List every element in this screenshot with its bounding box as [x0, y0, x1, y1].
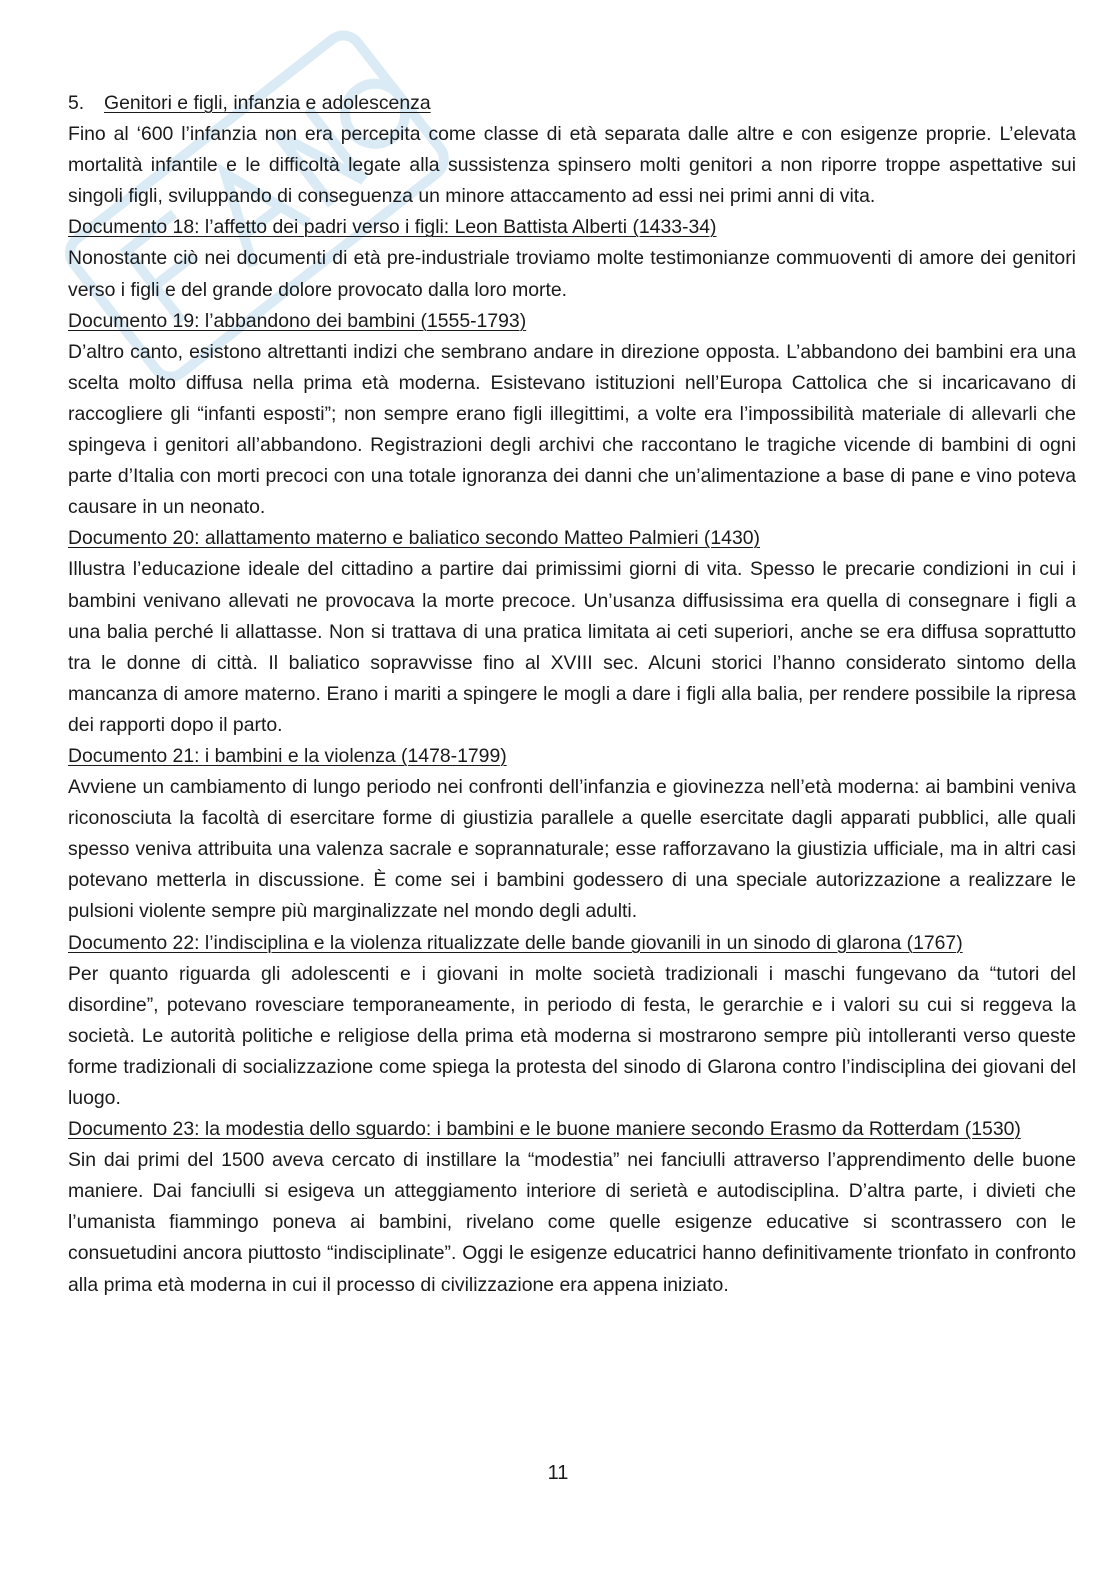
- document-title: Documento 20: allattamento materno e baliatico secondo Matteo Palmieri (1430): [68, 527, 760, 550]
- document-body: [68, 88, 1076, 1301]
- paragraph: Illustra l’educazione ideale del cittadino a partire dai primissimi giorni di vita. Spesso le precarie condizioni in cui i bambini venivano allevati ne provocava la morte precoce. Un’usanza diffusissima era quella di consegnare i figli a una balia perché li allattasse. Non si trattava di una pratica limitata ai ceti superiori, anche se era diffusa soprattutto tra le donne di città. Il baliatico sopravvisse fino al XVIII sec. Alcuni storici l’hanno considerato sintomo della mancanza di amore materno. Erano i mariti a spingere le mogli a dare i figli alla balia, per rendere possibile la ripresa dei rapporti dopo il parto.: [68, 558, 1076, 736]
- paragraph: Per quanto riguarda gli adolescenti e i giovani in molte società tradizionali i maschi fungevano da “tutori del disordine”, potevano rovesciare temporaneamente, in periodo di festa, le gerarchie e i valori su cui si reggeva la società. Le autorità politiche e religiose della prima età moderna si mostrarono sempre più intolleranti verso queste forme tradizionali di socializzazione come spiega la protesta del sinodo di Glarona contro l’indisciplina dei giovani del luogo.: [68, 962, 1076, 1109]
- paragraph: Avviene un cambiamento di lungo periodo nei confronti dell’infanzia e giovinezza nell’età moderna: ai bambini veniva riconosciuta la facoltà di esercitare forme di giustizia parallele a quelle esercitate dagli apparati pubblici, alle quali spesso veniva attribuita una valenza sacrale e soprannaturale; esse rafforzavano la giustizia ufficiale, ma in altri casi potevano metterla in discussione. È come sei i bambini godessero di una speciale autorizzazione a realizzare le pulsioni violente sempre più marginalizzate nel mondo degli adulti.: [68, 776, 1076, 923]
- section-title: Genitori e figli, infanzia e adolescenza: [104, 92, 431, 114]
- document-title: Documento 19: l’abbandono dei bambini (1555-1793): [68, 309, 527, 332]
- paragraph: D’altro canto, esistono altrettanti indizi che sembrano andare in direzione opposta. L’abbandono dei bambini era una scelta molto diffusa nella prima età moderna. Esistevano istituzioni nell’Europa Cattolica che si incaricavano di raccogliere gli “infanti esposti”; non sempre erano figli illegittimi, a volte era l’impossibilità materiale di allevarli che spingeva i genitori all’abbandono. Registrazioni degli archivi che raccontano le tragiche vicende di bambini di ogni parte d’Italia con morti precoci con una totale ignoranza dei danni che un’alimentazione a base di pane e vino poteva causare in un neonato.: [68, 340, 1076, 519]
- paragraph: Nonostante ciò nei documenti di età pre-industriale troviamo molte testimonianze commuoventi di amore dei genitori verso i figli e del grande dolore provocato dalla loro morte.: [68, 247, 1076, 301]
- paragraph: Fino al ‘600 l’infanzia non era percepita come classe di età separata dalle altre e con esigenze proprie. L’elevata mortalità infantile e le difficoltà legate alla sussistenza spinsero molti genitori a non riporre troppe aspettative sui singoli figli, sviluppando di conseguenza un minore attaccamento ad essi nei primi anni di vita.: [68, 123, 1076, 208]
- section-number: 5.: [68, 92, 85, 114]
- page-number: 11: [547, 1462, 569, 1484]
- document-title: Documento 22: l’indisciplina e la violenza ritualizzate delle bande giovanili in un sinodo di glarona (1767): [68, 931, 963, 954]
- paragraph: Sin dai primi del 1500 aveva cercato di instillare la “modestia” nei fanciulli attraverso l’apprendimento delle buone maniere. Dai fanciulli si esigeva un atteggiamento interiore di serietà e autodisciplina. D’altra parte, i divieti che l’umanista fiammingo poneva ai bambini, rivelano come quelle esigenze educative si scontrassero con le consuetudini ancora piuttosto “indisciplinate”. Oggi le esigenze educatrici hanno definitivamente trionfato in confronto alla prima età moderna in cui il processo di civilizzazione era appena iniziato.: [68, 1149, 1076, 1296]
- document-title: Documento 21: i bambini e la violenza (1478-1799): [68, 744, 507, 767]
- content-blocks: [68, 119, 1076, 1301]
- section-heading: [68, 88, 1076, 119]
- document-title: Documento 18: l’affetto dei padri verso i figli: Leon Battista Alberti (1433-34): [68, 216, 717, 239]
- document-title: Documento 23: la modestia dello sguardo: i bambini e le buone maniere secondo Erasmo da Rotterdam (1530): [68, 1118, 1021, 1141]
